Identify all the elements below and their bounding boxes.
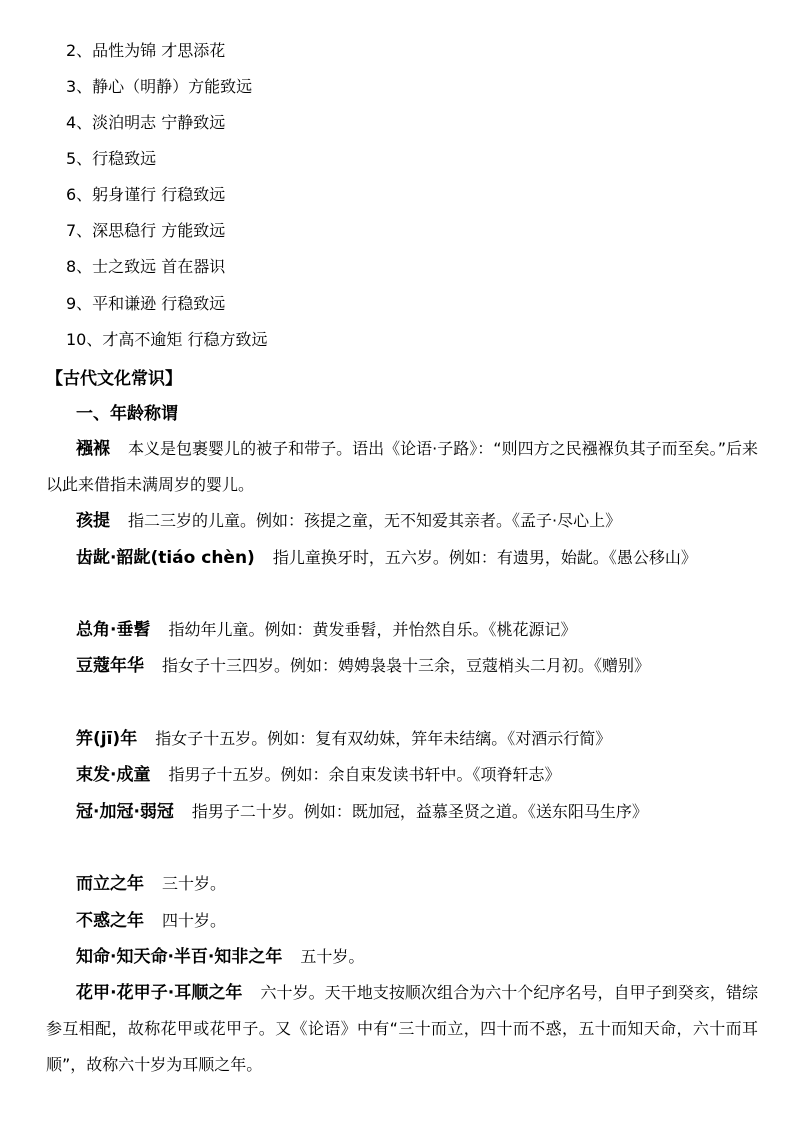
entry-paragraph bbox=[46, 939, 758, 975]
entry-term: 齿龀·韶龀(tiáo chèn) bbox=[76, 548, 255, 568]
entry-paragraph bbox=[46, 503, 758, 539]
entry-description: 三十岁。 bbox=[162, 874, 227, 893]
entry-description: 指男子十五岁。例如：余自束发读书轩中。《项脊轩志》 bbox=[168, 765, 561, 784]
list-item: 6、躬身谨行 行稳致远 bbox=[66, 185, 226, 204]
entry-paragraph bbox=[46, 903, 758, 939]
entry-paragraph bbox=[46, 866, 758, 902]
section-heading: 【古代文化常识】 bbox=[46, 369, 182, 389]
entry-term: 总角·垂髫 bbox=[76, 620, 151, 640]
entry-term: 花甲·花甲子·耳顺之年 bbox=[76, 983, 243, 1003]
entry-paragraph bbox=[46, 648, 758, 684]
entry-description: 本义是包裹婴儿的被子和带子。语出《论语·子路》：“则四方之民襁褓负其子而至矣。”后来以此来借指未满周岁的婴儿。 bbox=[46, 439, 758, 494]
entry-term: 知命·知天命·半百·知非之年 bbox=[76, 947, 283, 967]
entry-paragraph bbox=[46, 612, 758, 648]
entry-term: 而立之年 bbox=[76, 874, 144, 894]
entry-description: 指女子十三四岁。例如：娉娉袅袅十三余，豆蔻梢头二月初。《赠别》 bbox=[162, 656, 651, 675]
entry-description: 六十岁。天干地支按顺次组合为六十个纪序名号，自甲子到癸亥，错综参互相配，故称花甲或花甲子。又《论语》中有“三十而立，四十而不惑，五十而知天命，六十而耳顺”，故称六十岁为耳顺之年。 bbox=[46, 983, 758, 1074]
entry-paragraph bbox=[46, 431, 758, 503]
entry-paragraph bbox=[46, 721, 758, 757]
entry-paragraph bbox=[46, 540, 758, 576]
entry-term: 襁褓 bbox=[76, 439, 111, 459]
entry-description: 指幼年儿童。例如：黄发垂髫，并怡然自乐。《桃花源记》 bbox=[168, 620, 577, 639]
entry-term: 豆蔻年华 bbox=[76, 656, 144, 676]
entry-term: 孩提 bbox=[76, 511, 110, 531]
entry-description: 四十岁。 bbox=[162, 911, 227, 930]
list-item: 7、深思稳行 方能致远 bbox=[66, 221, 226, 240]
entry-paragraph bbox=[46, 757, 758, 793]
entry-description: 指女子十五岁。例如：复有双幼妹，笄年未结缡。《对酒示行简》 bbox=[155, 729, 612, 748]
entry-description: 指儿童换牙时，五六岁。例如：有遗男，始龀。《愚公移山》 bbox=[272, 548, 697, 567]
entry-paragraph bbox=[46, 975, 758, 1083]
subheading: 一、年龄称谓 bbox=[76, 404, 178, 424]
list-item: 4、淡泊明志 宁静致远 bbox=[66, 113, 226, 132]
entry-term: 笄(jī)年 bbox=[76, 729, 138, 749]
list-item: 10、才高不逾矩 行稳方致远 bbox=[66, 330, 268, 349]
entry-term: 冠·加冠·弱冠 bbox=[76, 802, 174, 822]
list-item: 8、士之致远 首在器识 bbox=[66, 257, 226, 276]
list-item: 3、静心（明静）方能致远 bbox=[66, 77, 253, 96]
entry-paragraph bbox=[46, 794, 758, 830]
entry-term: 束发·成童 bbox=[76, 765, 151, 785]
entry-description: 指二三岁的儿童。例如：孩提之童，无不知爱其亲者。《孟子·尽心上》 bbox=[128, 511, 622, 530]
list-item: 5、行稳致远 bbox=[66, 149, 157, 168]
entry-term: 不惑之年 bbox=[76, 911, 144, 931]
list-item: 9、平和谦逊 行稳致远 bbox=[66, 294, 226, 313]
entry-description: 指男子二十岁。例如：既加冠，益慕圣贤之道。《送东阳马生序》 bbox=[191, 802, 648, 821]
entry-description: 五十岁。 bbox=[300, 947, 365, 966]
list-item: 2、品性为锦 才思添花 bbox=[66, 41, 226, 60]
